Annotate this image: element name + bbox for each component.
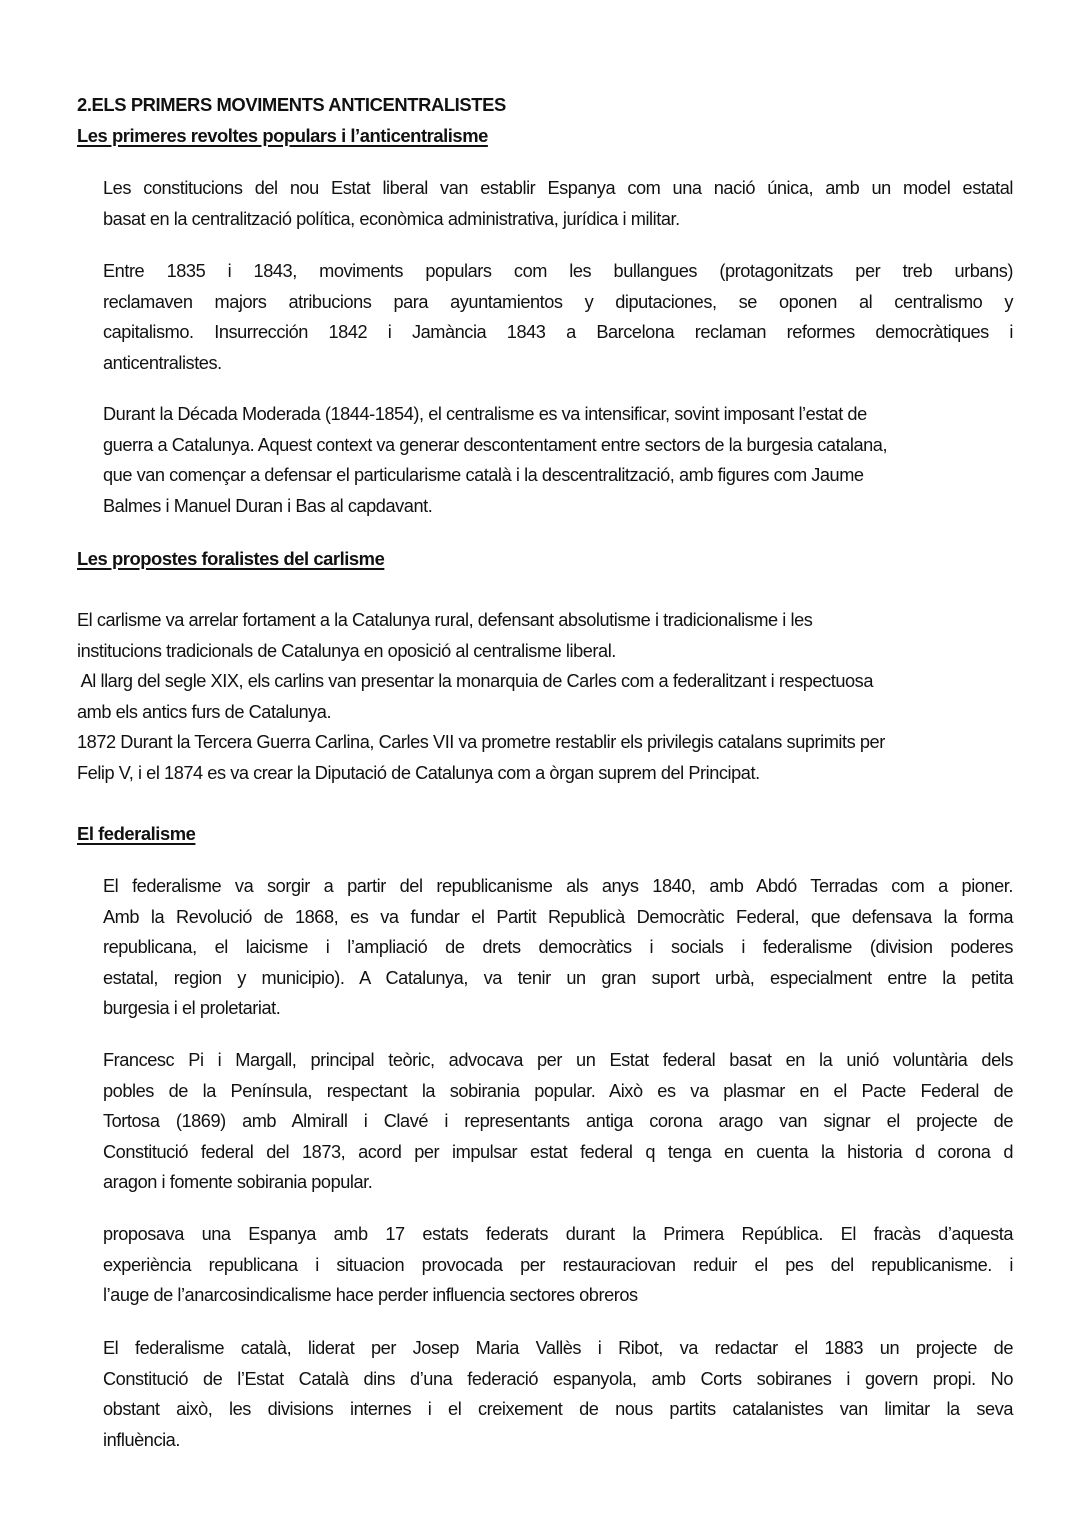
paragraph-line: Les constitucions del nou Estat liberal van establir Espanya com una nació única, amb un model estatal [103, 178, 1013, 198]
paragraph-line: estatal, region y municipio). A Catalunya, va tenir un gran suport urbà, especialment entre la petita [103, 967, 1013, 988]
paragraph-line: Felip V, i el 1874 es va crear la Diputació de Catalunya com a òrgan suprem del Principat. [77, 762, 760, 783]
paragraph-line: Balmes i Manuel Duran i Bas al capdavant. [103, 495, 433, 516]
paragraph-line: anticentralistes. [103, 352, 222, 373]
paragraph-line: Francesc Pi i Margall, principal teòric, advocava per un Estat federal basat en la unió voluntària dels [103, 1050, 1013, 1070]
paragraph-line: basat en la centralització política, econòmica administrativa, jurídica i militar. [103, 208, 680, 229]
paragraph-line: Entre 1835 i 1843, moviments populars com les bullangues (protagonitzats per treb urbans) [103, 261, 1013, 281]
paragraph-line: influència. [103, 1429, 180, 1450]
paragraph-line: experiència republicana i situacion provocada per restauraciovan reduir el pes del republicanisme. i [103, 1254, 1013, 1275]
paragraph-line: que van començar a defensar el particularisme català i la descentralització, amb figures com Jaume [103, 465, 864, 486]
paragraph-line: proposava una Espanya amb 17 estats federats durant la Primera República. El fracàs d’aquesta [103, 1224, 1013, 1244]
paragraph-constitucions [103, 173, 1013, 234]
paragraph-pi-i-margall [103, 1045, 1013, 1198]
paragraph-line: obstant això, les divisions internes i el creixement de nous partits catalanistes van limitar la seva [103, 1399, 1013, 1420]
section-heading-carlisme [77, 544, 384, 575]
paragraph-line: republicana, el laicisme i l’ampliació de drets democràtics i socials i federalisme (division poderes [103, 937, 1013, 958]
paragraph-line: institucions tradicionals de Catalunya en oposició al centralisme liberal. [77, 640, 616, 661]
paragraph-line: El federalisme va sorgir a partir del republicanisme als anys 1840, amb Abdó Terradas com a pioner. [103, 876, 1013, 896]
paragraph-line: Tortosa (1869) amb Almirall i Clavé i representants antiga corona arago van signar el projecte de [103, 1111, 1013, 1132]
paragraph-federalisme-origens [103, 871, 1013, 1024]
paragraph-line: Durant la Década Moderada (1844-1854), el centralisme es va intensificar, sovint imposant l’estat de [103, 404, 867, 424]
section-heading-revoltes [77, 121, 488, 152]
paragraph-line: Constitució federal del 1873, acord per impulsar estat federal q tenga en cuenta la historia d corona d [103, 1141, 1013, 1162]
paragraph-line: amb els antics furs de Catalunya. [77, 701, 332, 722]
paragraph-bullangues [103, 256, 1013, 378]
paragraph-line: burgesia i el proletariat. [103, 998, 281, 1019]
section-heading-text: Les propostes foralistes del carlisme [77, 548, 385, 569]
paragraph-line: reclamaven majors atribucions para ayuntamientos y diputaciones, se oponen al centralismo y [103, 291, 1013, 312]
paragraph-decada-moderada [103, 399, 1013, 521]
document-title [77, 90, 506, 121]
paragraph-line: capitalismo. Insurrección 1842 i Jamància 1843 a Barcelona reclaman reformes democràtiques i [103, 322, 1013, 343]
paragraph-line: aragon i fomente sobirania popular. [103, 1172, 373, 1193]
paragraph-line: El federalisme català, liderat per Josep Maria Vallès i Ribot, va redactar el 1883 un projecte de [103, 1338, 1013, 1358]
section-heading-text: Les primeres revoltes populars i l’anticentralisme [77, 125, 488, 146]
paragraph-line: guerra a Catalunya. Aquest context va generar descontentament entre sectors de la burgesia catalana, [103, 434, 888, 455]
paragraph-line: pobles de la Península, respectant la sobirania popular. Això es va plasmar en el Pacte Federal de [103, 1080, 1013, 1101]
paragraph-federalisme-catala [103, 1333, 1013, 1455]
paragraph-line: El carlisme va arrelar fortament a la Catalunya rural, defensant absolutisme i tradicionalisme i les [77, 610, 813, 630]
paragraph-line: 1872 Durant la Tercera Guerra Carlina, Carles VII va prometre restablir els privilegis catalans suprimits per [77, 732, 885, 753]
paragraph-primera-republica [103, 1219, 1013, 1311]
paragraph-line: l’auge de l’anarcosindicalisme hace perder influencia sectores obreros [103, 1285, 638, 1306]
paragraph-line: Al llarg del segle XIX, els carlins van presentar la monarquia de Carles com a federalitzant i respectuosa [77, 671, 873, 692]
section-heading-federalisme [77, 819, 195, 850]
paragraph-line: Constitució de l’Estat Català dins d’una federació espanyola, amb Corts sobiranes i govern propi. No [103, 1368, 1013, 1389]
paragraph-carlisme [77, 605, 1017, 789]
document-title-text: 2.ELS PRIMERS MOVIMENTS ANTICENTRALISTES [77, 94, 506, 115]
section-heading-text: El federalisme [77, 823, 196, 844]
paragraph-line: Amb la Revolució de 1868, es va fundar el Partit Republicà Democràtic Federal, que defensava la forma [103, 906, 1013, 927]
